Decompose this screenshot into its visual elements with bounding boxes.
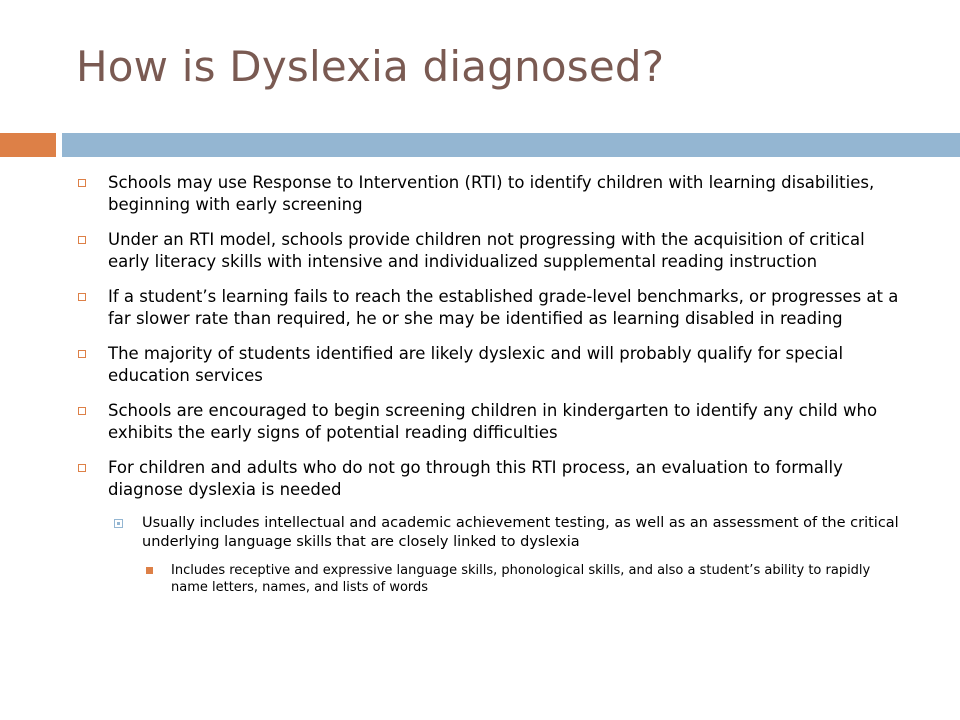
bullet-text: Under an RTI model, schools provide children not progressing with the acquisition of critical early literacy skills with intensive and individualized supplemental reading instruction — [108, 230, 865, 271]
bullet-item — [76, 172, 906, 216]
slide-title: How is Dyslexia diagnosed? — [76, 42, 665, 91]
bullet-item — [76, 343, 906, 387]
square-bullet-icon — [78, 464, 86, 472]
bullet-text: The majority of students identified are likely dyslexic and will probably qualify for special education services — [108, 344, 844, 385]
bullet-text: For children and adults who do not go through this RTI process, an evaluation to formally diagnose dyslexia is needed — [108, 458, 843, 499]
filled-square-bullet-icon — [146, 567, 153, 574]
square-bullet-icon — [78, 179, 86, 187]
square-bullet-icon — [78, 236, 86, 244]
bullet-item — [76, 400, 906, 444]
sub-bullet-item — [76, 514, 906, 552]
square-bullet-icon — [78, 350, 86, 358]
square-bullet-icon — [78, 407, 86, 415]
boxed-square-bullet-icon — [114, 519, 123, 528]
sub-bullet-text: Usually includes intellectual and academic achievement testing, as well as an assessment of the critical underlying language skills that are closely linked to dyslexia — [142, 515, 899, 550]
square-bullet-icon — [78, 293, 86, 301]
bullet-list — [76, 172, 906, 596]
bullet-text: If a student’s learning fails to reach the established grade-level benchmarks, or progresses at a far slower rate than required, he or she may be identified as learning disabled in reading — [108, 287, 899, 328]
bullet-text: Schools are encouraged to begin screening children in kindergarten to identify any child who exhibits the early signs of potential reading difficulties — [108, 401, 878, 442]
bullet-item — [76, 229, 906, 273]
sub-sub-bullet-item — [76, 562, 906, 596]
bullet-text: Schools may use Response to Intervention (RTI) to identify children with learning disabilities, beginning with early screening — [108, 173, 875, 214]
sub-sub-bullet-text: Includes receptive and expressive language skills, phonological skills, and also a student’s ability to rapidly name letters, names, and lists of words — [171, 563, 871, 595]
accent-bar-orange — [0, 133, 56, 157]
bullet-item — [76, 457, 906, 501]
bullet-item — [76, 286, 906, 330]
accent-bar-blue — [62, 133, 960, 157]
